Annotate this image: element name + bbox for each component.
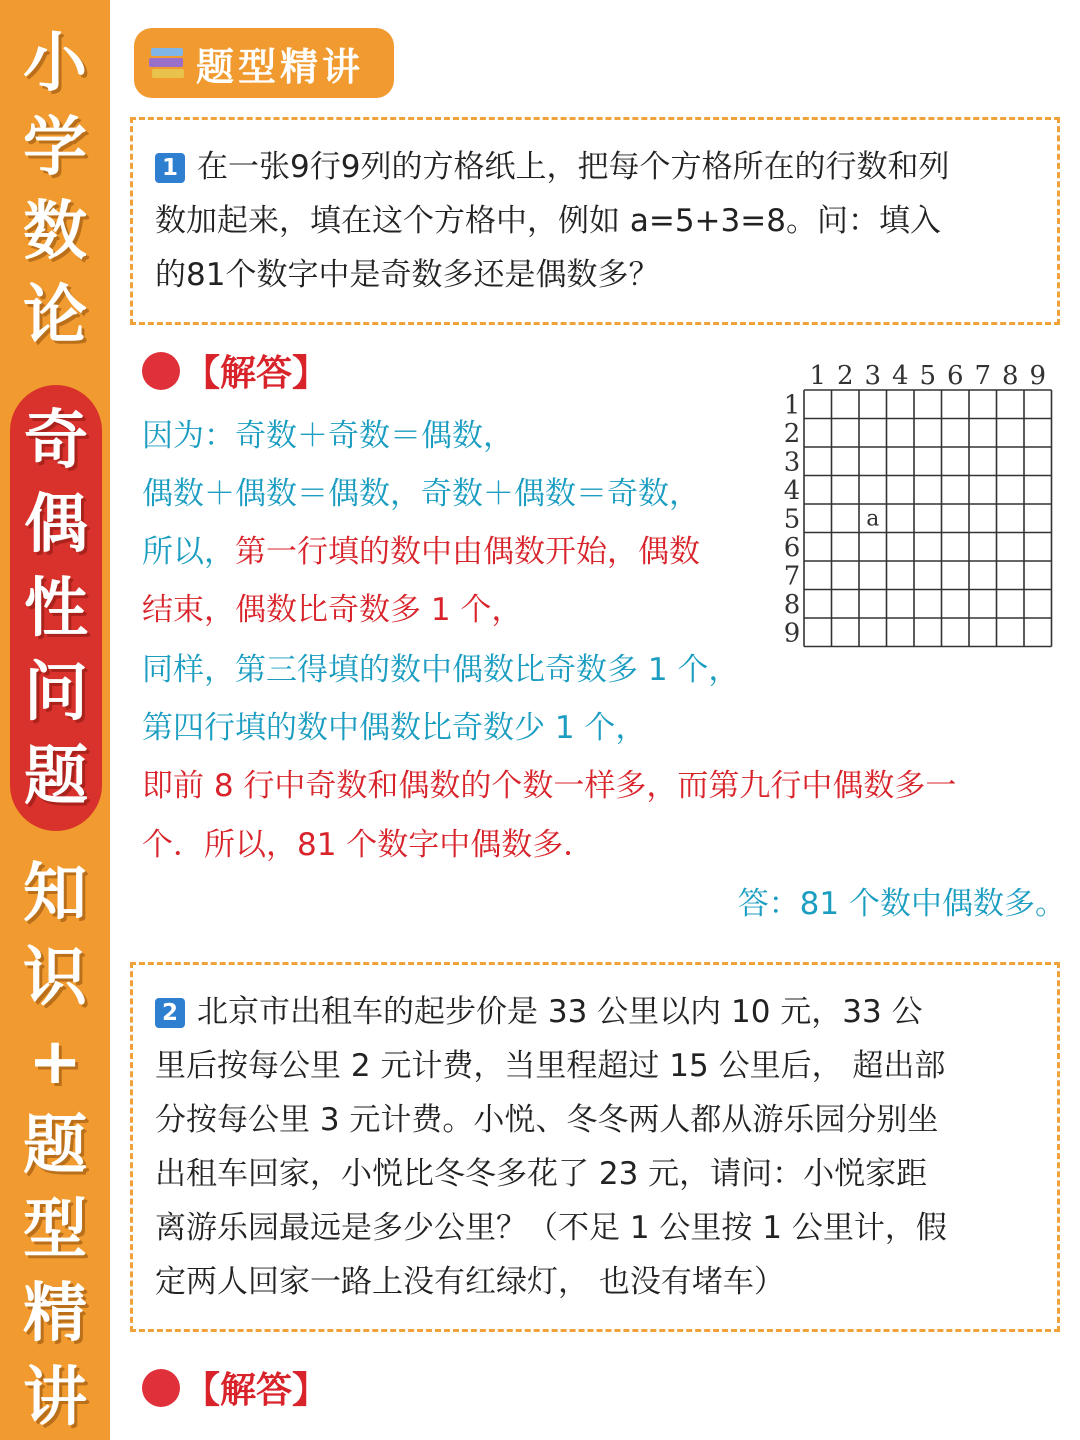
red-dot-icon xyxy=(142,352,180,390)
sidebar-char: 识 xyxy=(23,941,87,1015)
solution-line: 个．所以，81 个数字中偶数多． xyxy=(142,827,595,863)
sidebar-char: 论 xyxy=(23,279,87,353)
sidebar-char: 问 xyxy=(24,656,88,730)
question-2-box xyxy=(130,962,1060,1332)
grid-figure xyxy=(772,358,1062,654)
answer-label: 【解答】 xyxy=(184,353,329,394)
sidebar-char: 奇 xyxy=(24,404,88,478)
answer-label: 【解答】 xyxy=(184,1370,329,1411)
grid-row-label: 6 xyxy=(783,532,801,563)
solution-line: 结束，偶数比奇数多 1 个， xyxy=(142,592,523,628)
grid-column-label: 2 xyxy=(836,361,854,391)
answer-heading-2 xyxy=(142,1362,328,1413)
question-2-line: 定两人回家一路上没有红绿灯， 也没有堵车） xyxy=(155,1264,785,1300)
grid-row-label: 4 xyxy=(783,475,801,506)
solution-line: 即前 8 行中奇数和偶数的个数一样多，而第九行中偶数多一 xyxy=(142,768,957,804)
question-number-badge: 1 xyxy=(155,153,185,183)
solution-text: 所以， xyxy=(142,534,235,570)
solution-line: 偶数＋偶数＝偶数，奇数＋偶数＝奇数， xyxy=(142,476,700,512)
grid-row-label: 9 xyxy=(783,618,801,649)
sidebar-char: 型 xyxy=(23,1193,87,1267)
question-1-box xyxy=(130,117,1060,325)
section-header xyxy=(134,28,394,98)
sidebar-char: 偶 xyxy=(24,488,88,562)
question-2-line: 分按每公里 3 元计费。小悦、冬冬两人都从游乐园分别坐 xyxy=(155,1102,939,1138)
grid-column-label: 3 xyxy=(864,361,882,391)
section-title: 题型精讲 xyxy=(196,44,365,89)
grid-column-label: 9 xyxy=(1029,361,1047,391)
question-1-line xyxy=(155,140,1037,194)
grid-column-label: 5 xyxy=(919,361,937,391)
grid-column-label: 7 xyxy=(974,361,992,391)
sidebar-char: 题 xyxy=(24,740,88,814)
sidebar-char: 精 xyxy=(23,1277,87,1351)
sidebar-char: 数 xyxy=(23,195,87,269)
question-2-line: 出租车回家，小悦比冬冬多花了 23 元，请问：小悦家距 xyxy=(155,1156,928,1192)
sidebar-char: 学 xyxy=(23,111,87,185)
question-text: 北京市出租车的起步价是 33 公里以内 10 元，33 公 xyxy=(197,994,923,1030)
grid-column-label: 8 xyxy=(1001,361,1019,391)
sidebar-char: + xyxy=(28,1025,82,1099)
solution-line: 同样，第三得填的数中偶数比奇数多 1 个， xyxy=(142,652,740,688)
grid-row-label: 2 xyxy=(783,418,801,449)
question-number-badge: 2 xyxy=(155,998,185,1028)
question-2-line: 里后按每公里 2 元计费，当里程超过 15 公里后， 超出部 xyxy=(155,1048,946,1084)
question-text: 在一张9行9列的方格纸上，把每个方格所在的行数和列 xyxy=(197,149,950,185)
answer-heading-1 xyxy=(142,345,328,396)
final-answer: 答：81 个数中偶数多。 xyxy=(737,886,1066,922)
grid-column-label: 4 xyxy=(891,361,909,391)
solution-text: 第一行填的数中由偶数开始，偶数 xyxy=(235,534,700,570)
question-1-line: 的81个数字中是奇数多还是偶数多？ xyxy=(155,257,660,293)
solution-line xyxy=(142,532,700,572)
solution-line: 因为：奇数＋奇数＝偶数， xyxy=(142,418,514,454)
red-dot-icon xyxy=(142,1369,180,1407)
grid-row-label: 1 xyxy=(783,390,801,421)
sidebar-char: 讲 xyxy=(23,1361,87,1435)
books-icon xyxy=(148,45,188,81)
grid-row-label: 8 xyxy=(783,589,801,620)
sidebar-char: 知 xyxy=(23,857,87,931)
grid-row-label: 5 xyxy=(783,504,801,535)
grid-row-label: 7 xyxy=(783,561,801,592)
sidebar-title-bottom xyxy=(0,852,110,1440)
question-2-line: 离游乐园最远是多少公里？（不足 1 公里按 1 公里计，假 xyxy=(155,1210,947,1246)
sidebar-char: 小 xyxy=(23,27,87,101)
question-2-line xyxy=(155,985,1037,1039)
grid-row-label: 3 xyxy=(783,447,801,478)
solution-line: 第四行填的数中偶数比奇数少 1 个， xyxy=(142,710,647,746)
sidebar-topic-pill xyxy=(10,385,102,831)
sidebar-char: 性 xyxy=(24,572,88,646)
sidebar xyxy=(0,0,110,1440)
sidebar-title-top xyxy=(0,22,110,358)
sidebar-char: 题 xyxy=(23,1109,87,1183)
grid-cell-label: a xyxy=(866,506,880,532)
question-1-line: 数加起来，填在这个方格中，例如 a=5+3=8。问：填入 xyxy=(155,203,941,239)
grid-column-label: 1 xyxy=(809,361,827,391)
grid-column-label: 6 xyxy=(946,361,964,391)
